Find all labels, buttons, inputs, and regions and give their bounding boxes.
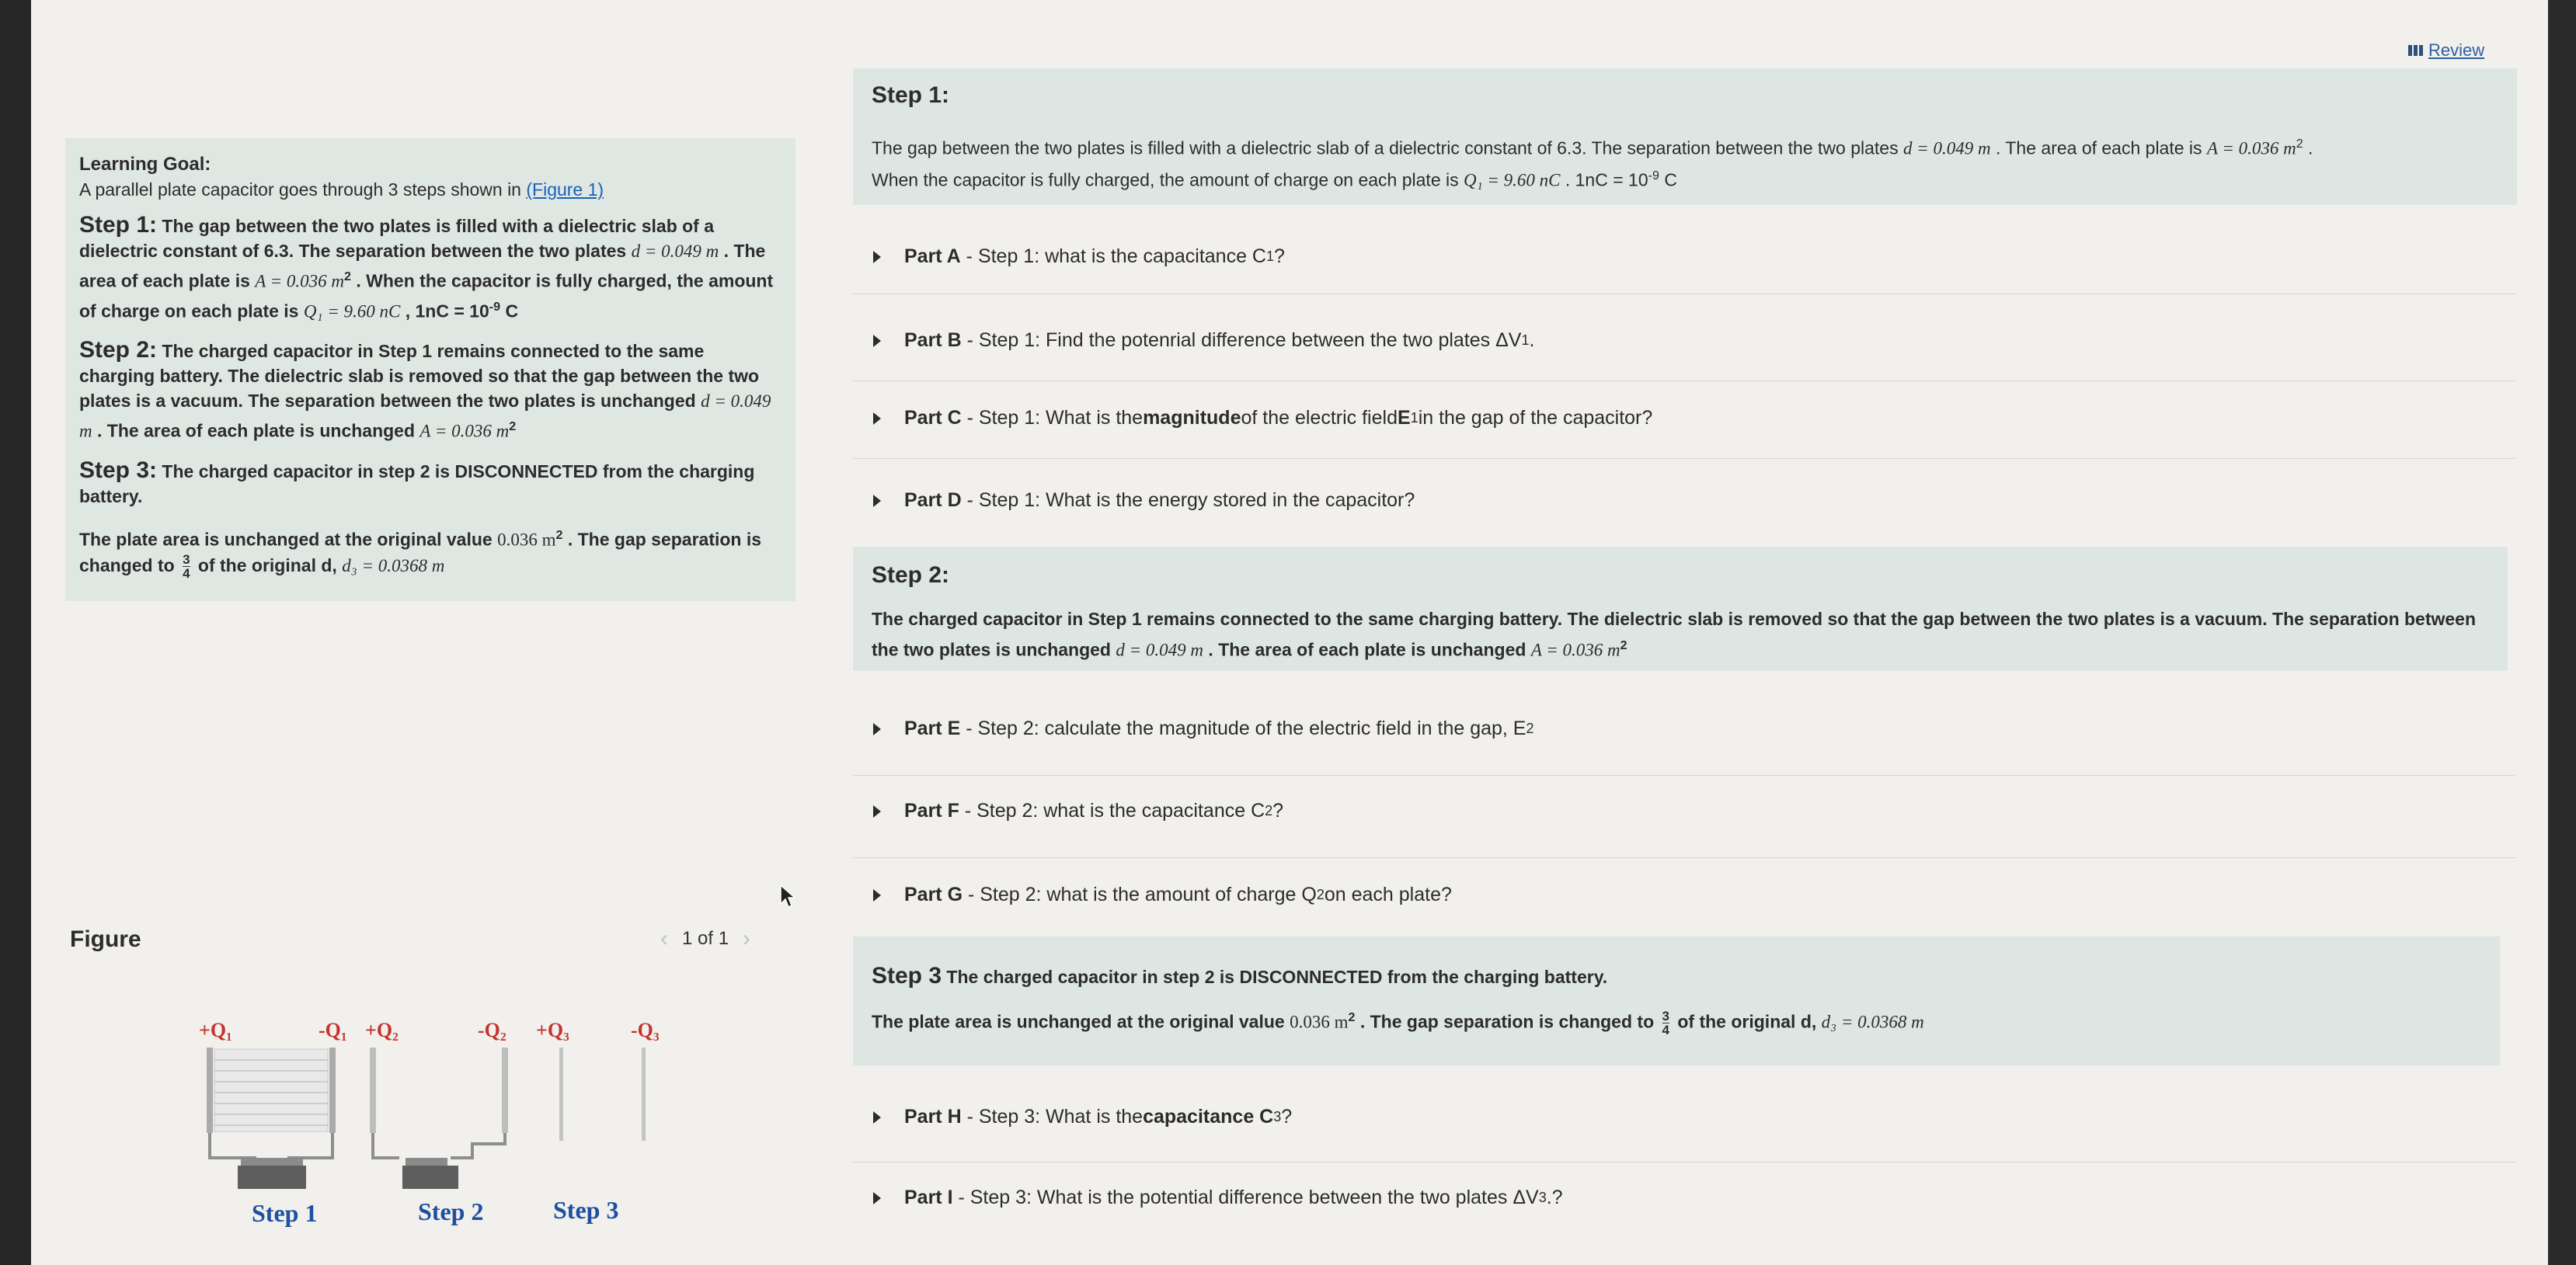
learning-goal-step1: Step 1: The gap between the two plates is filled with a dielectric slab of a dielectric constant of 6.3. The separation between the two plates d = 0.049 m . The area of each plate is A = 0.036 $m^2$ . When the capacitor is fully charged, the amount of charge on each plate is Q₁ = 9.60 nC , $1nC = 10^{-9}$ C: [79, 212, 774, 321]
screen-bezel-left: [0, 0, 31, 1265]
learning-goal-step3: Step 3: The charged capacitor in step 2 is DISCONNECTED from the charging battery.: [79, 457, 755, 506]
figure-label: Figure: [70, 926, 141, 952]
step1-battery-top: [241, 1158, 303, 1166]
chevron-right-icon[interactable]: ›: [743, 926, 751, 951]
divider: [853, 775, 2515, 776]
expand-triangle-icon: [873, 805, 881, 818]
expand-triangle-icon: [873, 1111, 881, 1124]
step1-battery: [238, 1166, 306, 1189]
charge-label-plus-q2: +Q₂: [365, 1019, 399, 1041]
charge-label-minus-q3: -Q₃: [631, 1019, 660, 1041]
charge-label-plus-q3: +Q₃: [536, 1019, 569, 1041]
learning-goal-title: Learning Goal:: [79, 154, 211, 175]
expand-triangle-icon: [873, 251, 881, 263]
step2-left-plate: [370, 1048, 376, 1133]
part-g-row[interactable]: Part G - Step 2: what is the amount of charge Q 2 on each plate?: [873, 884, 1452, 906]
step2-box: [853, 547, 2508, 671]
part-d-row[interactable]: Part D - Step 1: What is the energy stored in the capacitor?: [873, 489, 1415, 512]
step1-box-line2: When the capacitor is fully charged, the amount of charge on each plate is Q₁ = 9.60 nC . $1nC = 10^{-9}$ C: [872, 168, 1677, 190]
charge-label-minus-q1: -Q₁: [319, 1019, 347, 1041]
part-f-row[interactable]: Part F - Step 2: what is the capacitance C 2 ?: [873, 800, 1283, 822]
figure-pager: [660, 926, 750, 952]
expand-triangle-icon: [873, 889, 881, 902]
figure-step3-label: Step 3: [553, 1196, 619, 1224]
figure-page-count: 1 of 1: [682, 928, 729, 949]
step2-box-title: Step 2:: [872, 562, 950, 588]
part-h-row[interactable]: Part H - Step 3: What is the capacitance C 3 ?: [873, 1106, 1292, 1128]
expand-triangle-icon: [873, 723, 881, 735]
step1-box-title: Step 1:: [872, 82, 950, 108]
learning-goal-panel: [65, 138, 795, 601]
step2-right-plate: [502, 1048, 508, 1133]
expand-triangle-icon: [873, 495, 881, 507]
step2-box-line1: The charged capacitor in Step 1 remains connected to the same charging battery. The dielectric slab is removed so that the gap between the two plates is a vacuum. The separation between: [872, 609, 2477, 629]
step1-left-plate: [207, 1048, 213, 1133]
part-c-row[interactable]: Part C - Step 1: What is the magnitude of the electric field E 1 in the gap of the capacitor?: [873, 407, 1652, 429]
step2-battery-top: [406, 1158, 447, 1166]
fraction-three-quarters: $\frac{3}{4}$: [1662, 1009, 1669, 1038]
divider: [853, 857, 2515, 858]
expand-triangle-icon: [873, 335, 881, 347]
figure-step2-label: Step 2: [418, 1197, 484, 1225]
step3-box: [853, 937, 2500, 1065]
step2-box-line2: the two plates is unchanged d = 0.049 m . The area of each plate is unchanged A = 0.036 $m^2$: [872, 638, 1627, 660]
learning-goal-intro: A parallel plate capacitor goes through 3 steps shown in (Figure 1): [79, 179, 604, 200]
learning-goal-step2: Step 2: The charged capacitor in Step 1 remains connected to the same charging battery. The dielectric slab is removed so that the gap between the two plates is a vacuum. The separation between the two plates is unchanged d = 0.049 m . The area of each plate is unchanged A = 0.036 $m^2$: [79, 337, 771, 441]
capacitor-figure: [179, 1006, 707, 1239]
step3-box-line2: The plate area is unchanged at the original value 0.036 $m^2$ . The gap separation is changed to $\frac{3}{4}$ of the original d, d₃ = 0.0368 m: [872, 1009, 1924, 1038]
step1-box: [853, 68, 2517, 205]
step3-left-plate: [559, 1048, 563, 1141]
review-link[interactable]: Review: [2408, 40, 2484, 61]
figure-1-link[interactable]: (Figure 1): [526, 179, 604, 200]
expand-triangle-icon: [873, 412, 881, 425]
step3-box-line1: Step 3 The charged capacitor in step 2 is DISCONNECTED from the charging battery.: [872, 963, 1608, 989]
figure-step1-label: Step 1: [252, 1199, 318, 1227]
part-e-row[interactable]: Part E - Step 2: calculate the magnitude of the electric field in the gap, E 2: [873, 718, 1534, 740]
fraction-three-quarters: $\frac{3}{4}$: [183, 552, 190, 582]
step1-wires: [210, 1133, 332, 1158]
mouse-cursor-icon: [779, 884, 796, 909]
charge-label-plus-q1: +Q₁: [199, 1019, 232, 1041]
chevron-left-icon[interactable]: ‹: [660, 926, 668, 951]
part-b-row[interactable]: Part B - Step 1: Find the potenrial difference between the two plates ΔV 1 .: [873, 329, 1534, 352]
capacitor-diagram: [179, 1006, 707, 1239]
screen-bezel-right: [2548, 0, 2576, 1265]
divider: [853, 458, 2515, 459]
learning-goal-step3-detail: The plate area is unchanged at the original value 0.036 $m^2$ . The gap separation is changed to $\frac{3}{4}$ of the original d, d₃ = 0.0368 m: [79, 527, 762, 582]
charge-label-minus-q2: -Q₂: [478, 1019, 506, 1041]
part-a-row[interactable]: Part A - Step 1: what is the capacitance C 1 ?: [873, 245, 1285, 268]
step1-right-plate: [329, 1048, 336, 1133]
dielectric-slab: [214, 1049, 328, 1131]
part-i-row[interactable]: Part I - Step 3: What is the potential difference between the two plates ΔV 3 .?: [873, 1187, 1563, 1209]
expand-triangle-icon: [873, 1192, 881, 1204]
review-icon: [2408, 45, 2424, 56]
step2-battery: [402, 1166, 458, 1189]
step3-right-plate: [642, 1048, 646, 1141]
step1-box-line1: The gap between the two plates is filled with a dielectric slab of a dielectric constant of 6.3. The separation between the two plates d = 0.049 m . The area of each plate is A = 0.036 $m^2$ .: [872, 137, 2313, 158]
step2-wires: [373, 1133, 505, 1158]
